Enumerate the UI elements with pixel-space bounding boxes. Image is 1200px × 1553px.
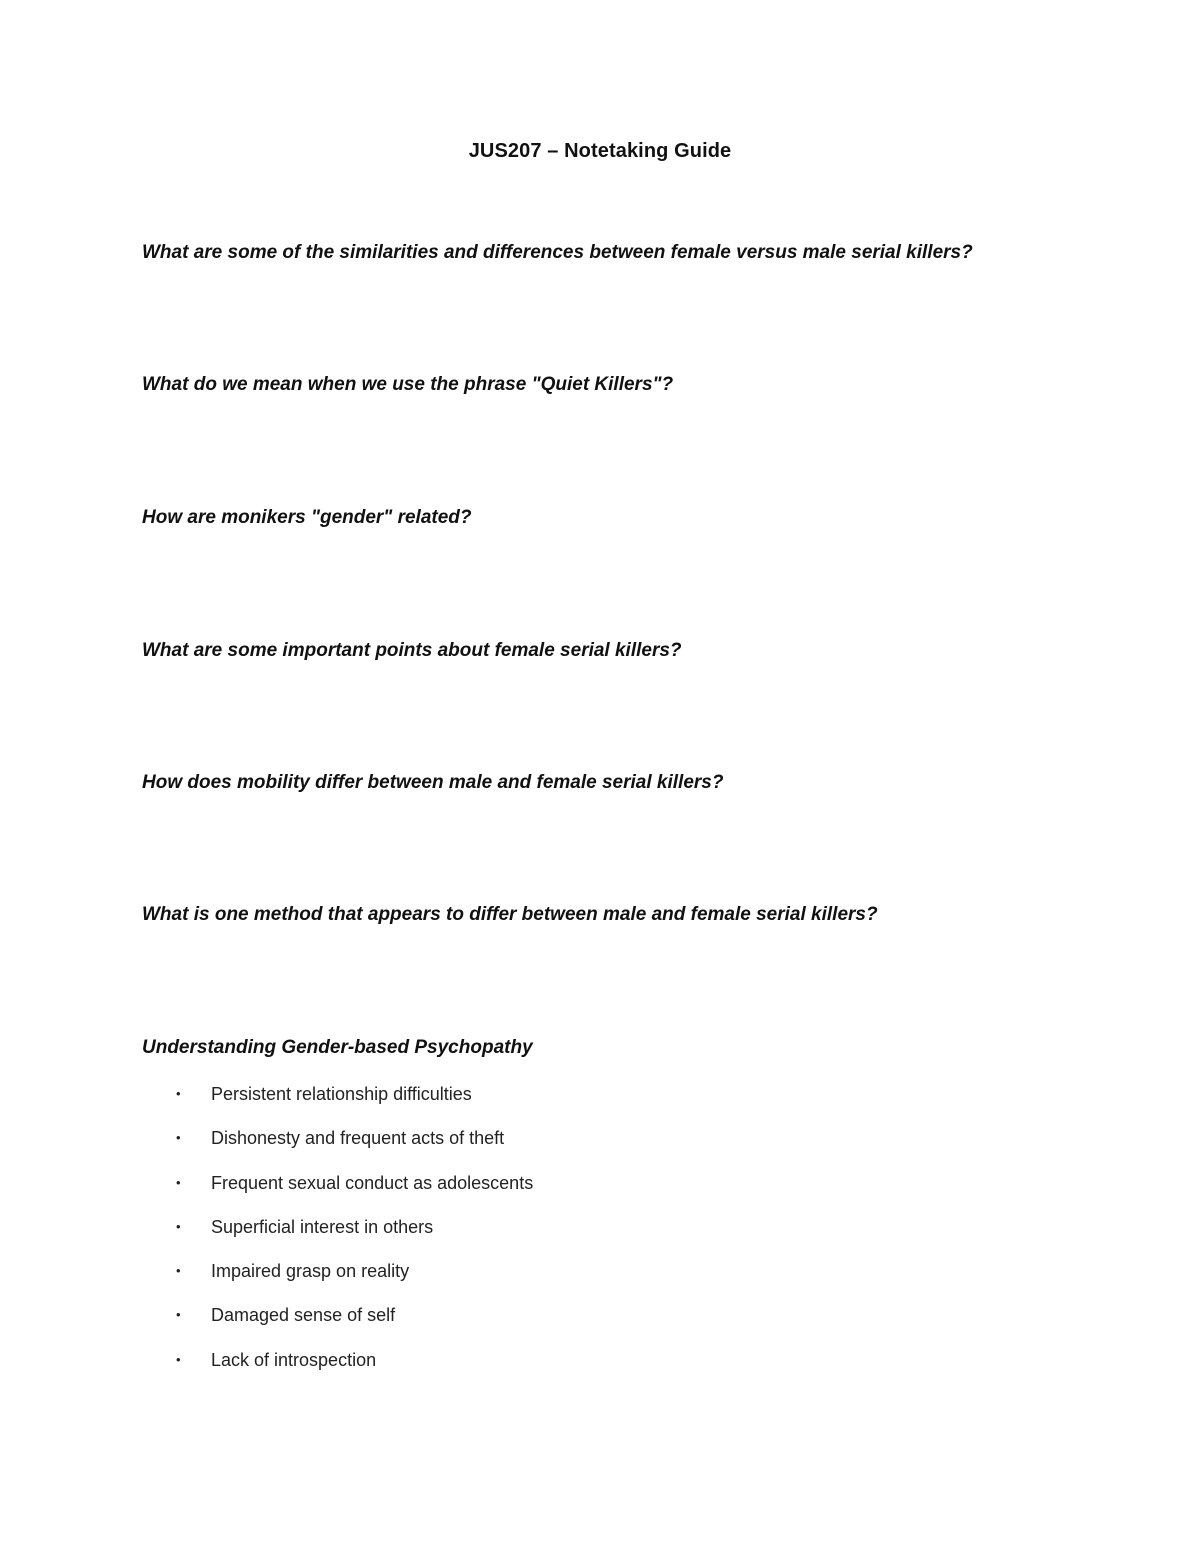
section-heading: Understanding Gender-based Psychopathy <box>142 1037 533 1058</box>
bullet-icon: • <box>176 1263 181 1279</box>
bullet-icon: • <box>176 1174 181 1190</box>
psychopathy-traits-list <box>0 1080 1200 1390</box>
list-item-text: Persistent relationship difficulties <box>211 1084 472 1104</box>
bullet-icon: • <box>176 1218 181 1234</box>
bullet-icon: • <box>176 1351 181 1367</box>
question-2: What do we mean when we use the phrase "Quiet Killers"? <box>142 374 674 395</box>
bullet-icon: • <box>176 1130 181 1146</box>
question-1: What are some of the similarities and differences between female versus male serial killers? <box>142 242 973 263</box>
list-item-text: Dishonesty and frequent acts of theft <box>211 1128 505 1149</box>
question-4: What are some important points about female serial killers? <box>142 640 682 661</box>
list-item <box>0 1080 1200 1124</box>
list-item-text: Lack of introspection <box>211 1349 377 1370</box>
list-item-text: Frequent sexual conduct as adolescents <box>211 1172 534 1193</box>
question-6: What is one method that appears to differ between male and female serial killers? <box>142 904 878 925</box>
list-item <box>0 1169 1200 1213</box>
list-item-text: Damaged sense of self <box>211 1305 396 1326</box>
list-item-text: Superficial interest in others <box>211 1216 434 1237</box>
list-item <box>0 1257 1200 1301</box>
page-title: JUS207 – Notetaking Guide <box>468 140 732 162</box>
bullet-icon: • <box>176 1086 181 1101</box>
list-item <box>0 1213 1200 1257</box>
list-item <box>0 1301 1200 1345</box>
question-5: How does mobility differ between male and female serial killers? <box>142 772 724 793</box>
list-item <box>0 1346 1200 1390</box>
list-item <box>0 1124 1200 1168</box>
list-item-text: Impaired grasp on reality <box>211 1261 410 1282</box>
bullet-icon: • <box>176 1307 181 1323</box>
question-3: How are monikers "gender" related? <box>142 507 472 528</box>
